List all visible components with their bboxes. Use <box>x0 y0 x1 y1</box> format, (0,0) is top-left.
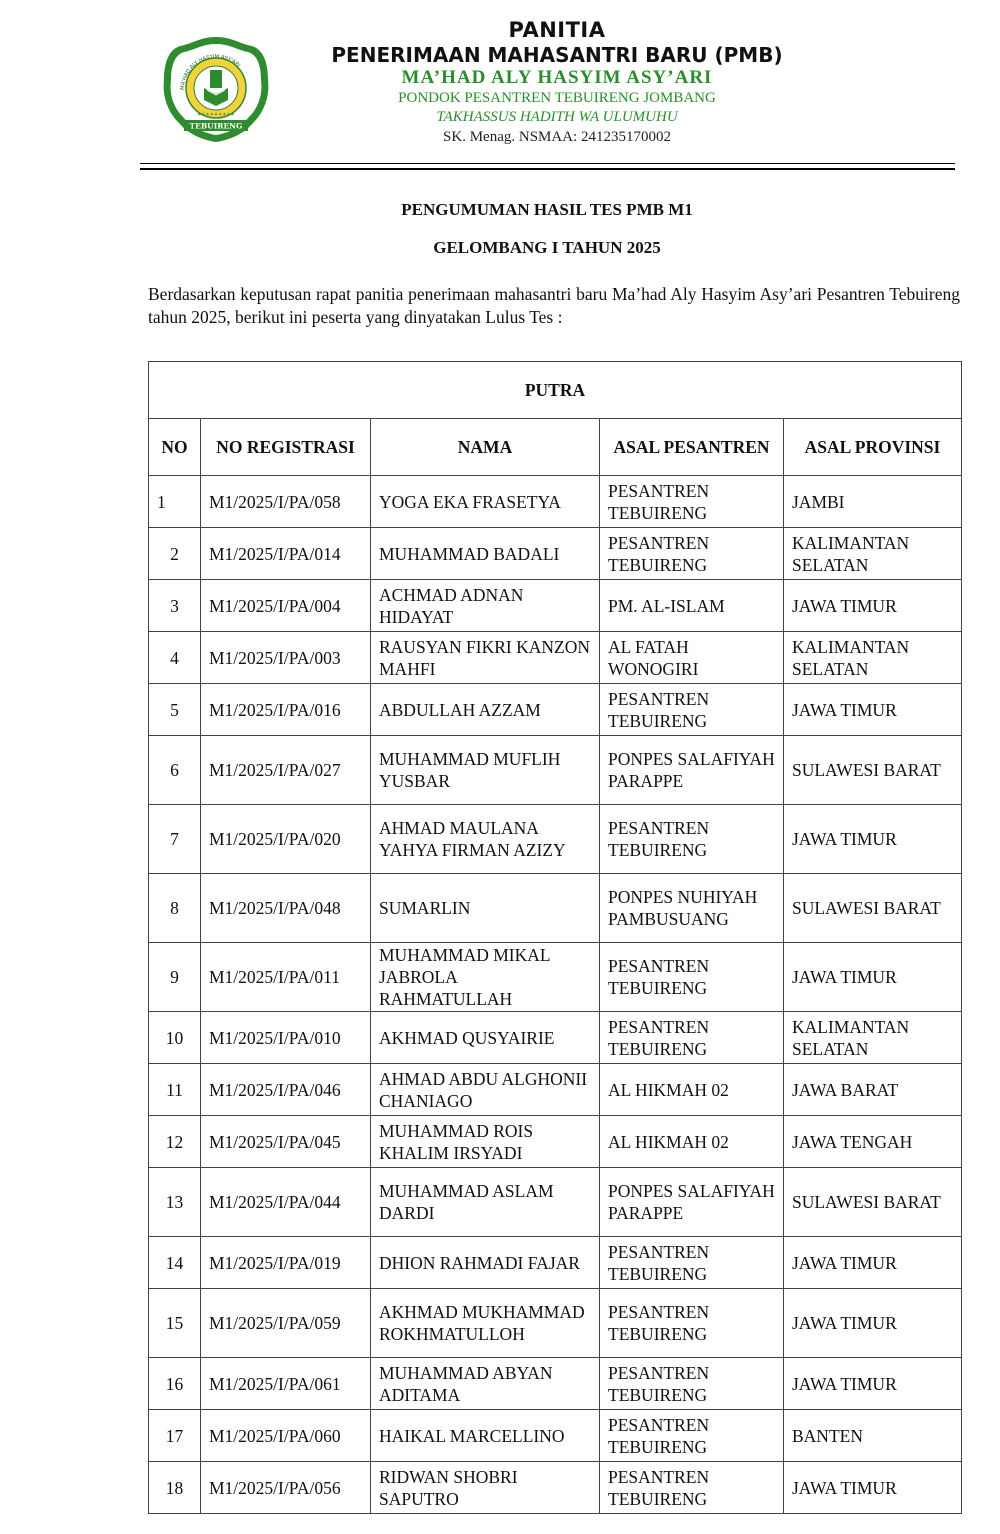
cell-no: 9 <box>149 943 201 1012</box>
cell-name: MUHAMMAD MUFLIH YUSBAR <box>371 736 600 805</box>
cell-no: 16 <box>149 1358 201 1410</box>
cell-name: AHMAD MAULANA YAHYA FIRMAN AZIZY <box>371 805 600 874</box>
cell-no: 8 <box>149 874 201 943</box>
cell-no: 6 <box>149 736 201 805</box>
table-row <box>149 943 962 1012</box>
letterhead-text <box>330 18 784 148</box>
cell-name: ACHMAD ADNAN HIDAYAT <box>371 580 600 632</box>
cell-province: JAWA BARAT <box>784 1064 962 1116</box>
cell-province: BANTEN <box>784 1410 962 1462</box>
table-row <box>149 1358 962 1410</box>
cell-registration: M1/2025/I/PA/011 <box>201 943 371 1012</box>
table-row <box>149 1462 962 1514</box>
table-row <box>149 1064 962 1116</box>
cell-registration: M1/2025/I/PA/003 <box>201 632 371 684</box>
cell-registration: M1/2025/I/PA/016 <box>201 684 371 736</box>
cell-pesantren: PESANTREN TEBUIRENG <box>600 1289 784 1358</box>
cell-province: SULAWESI BARAT <box>784 736 962 805</box>
sk-number: SK. Menag. NSMAA: 241235170002 <box>443 129 671 145</box>
column-header: NAMA <box>371 419 600 476</box>
committee-title: PENERIMAAN MAHASANTRI BARU (PMB) <box>331 43 783 67</box>
table-row <box>149 1289 962 1358</box>
intro-paragraph: Berdasarkan keputusan rapat panitia penerimaan mahasantri baru Ma’had Aly Hasyim Asy’ari Pesantren Tebuireng tahun 2025, berikut ini peserta yang dinyatakan Lulus Tes : <box>148 284 960 327</box>
svg-text:✶✶✶✶✶✶✶✶✶: ✶✶✶✶✶✶✶✶✶ <box>197 112 235 118</box>
cell-pesantren: PESANTREN TEBUIRENG <box>600 528 784 580</box>
column-header: NO <box>149 419 201 476</box>
cell-no: 5 <box>149 684 201 736</box>
cell-pesantren: PONPES SALAFIYAH PARAPPE <box>600 736 784 805</box>
cell-no: 11 <box>149 1064 201 1116</box>
divider-thick <box>140 168 955 170</box>
institution-logo <box>160 34 272 144</box>
cell-province: JAWA TIMUR <box>784 1237 962 1289</box>
cell-no: 12 <box>149 1116 201 1168</box>
table-row <box>149 1237 962 1289</box>
cell-registration: M1/2025/I/PA/060 <box>201 1410 371 1462</box>
cell-no: 2 <box>149 528 201 580</box>
cell-name: ABDULLAH AZZAM <box>371 684 600 736</box>
institution-name: MA’HAD ALY HASYIM ASY’ARI <box>401 67 713 88</box>
table-row <box>149 1116 962 1168</box>
announcement-subtitle: GELOMBANG I TAHUN 2025 <box>433 238 661 257</box>
cell-registration: M1/2025/I/PA/061 <box>201 1358 371 1410</box>
cell-province: KALIMANTAN SELATAN <box>784 1012 962 1064</box>
cell-registration: M1/2025/I/PA/020 <box>201 805 371 874</box>
column-header: ASAL PROVINSI <box>784 419 962 476</box>
specialization: TAKHASSUS HADITH WA ULUMUHU <box>436 109 678 125</box>
cell-pesantren: PESANTREN TEBUIRENG <box>600 1410 784 1462</box>
section-header: PUTRA <box>149 362 962 419</box>
cell-no: 1 <box>149 476 201 528</box>
cell-province: JAMBI <box>784 476 962 528</box>
svg-text:MA'HAD ALY HASYIM ASY'ARI: MA'HAD ALY HASYIM ASY'ARI <box>179 53 242 91</box>
cell-name: DHION RAHMADI FAJAR <box>371 1237 600 1289</box>
cell-registration: M1/2025/I/PA/004 <box>201 580 371 632</box>
cell-no: 10 <box>149 1012 201 1064</box>
cell-pesantren: PESANTREN TEBUIRENG <box>600 476 784 528</box>
column-header: NO REGISTRASI <box>201 419 371 476</box>
cell-pesantren: PESANTREN TEBUIRENG <box>600 1462 784 1514</box>
cell-no: 13 <box>149 1168 201 1237</box>
table-row <box>149 1168 962 1237</box>
cell-name: MUHAMMAD BADALI <box>371 528 600 580</box>
table-row <box>149 528 962 580</box>
cell-registration: M1/2025/I/PA/010 <box>201 1012 371 1064</box>
cell-pesantren: PESANTREN TEBUIRENG <box>600 943 784 1012</box>
cell-province: KALIMANTAN SELATAN <box>784 528 962 580</box>
table-row <box>149 476 962 528</box>
cell-pesantren: PESANTREN TEBUIRENG <box>600 1012 784 1064</box>
cell-registration: M1/2025/I/PA/027 <box>201 736 371 805</box>
cell-name: MUHAMMAD MIKAL JABROLA RAHMATULLAH <box>371 943 600 1012</box>
cell-name: AKHMAD QUSYAIRIE <box>371 1012 600 1064</box>
cell-name: MUHAMMAD ABYAN ADITAMA <box>371 1358 600 1410</box>
cell-registration: M1/2025/I/PA/019 <box>201 1237 371 1289</box>
cell-province: JAWA TIMUR <box>784 580 962 632</box>
cell-province: JAWA TIMUR <box>784 684 962 736</box>
results-table <box>148 361 962 1514</box>
cell-pesantren: AL HIKMAH 02 <box>600 1064 784 1116</box>
cell-no: 7 <box>149 805 201 874</box>
cell-province: JAWA TIMUR <box>784 805 962 874</box>
cell-province: SULAWESI BARAT <box>784 1168 962 1237</box>
cell-name: AKHMAD MUKHAMMAD ROKHMATULLOH <box>371 1289 600 1358</box>
cell-province: KALIMANTAN SELATAN <box>784 632 962 684</box>
cell-no: 4 <box>149 632 201 684</box>
cell-no: 15 <box>149 1289 201 1358</box>
table-row <box>149 1012 962 1064</box>
cell-province: JAWA TIMUR <box>784 1289 962 1358</box>
cell-name: RAUSYAN FIKRI KANZON MAHFI <box>371 632 600 684</box>
cell-no: 14 <box>149 1237 201 1289</box>
pondok-name: PONDOK PESANTREN TEBUIRENG JOMBANG <box>398 90 716 106</box>
table-row <box>149 684 962 736</box>
table-row <box>149 1410 962 1462</box>
cell-no: 17 <box>149 1410 201 1462</box>
cell-name: SUMARLIN <box>371 874 600 943</box>
table-row <box>149 736 962 805</box>
org-title: PANITIA <box>508 18 606 42</box>
cell-no: 18 <box>149 1462 201 1514</box>
cell-registration: M1/2025/I/PA/058 <box>201 476 371 528</box>
table-row <box>149 580 962 632</box>
cell-pesantren: PESANTREN TEBUIRENG <box>600 805 784 874</box>
table-row <box>149 874 962 943</box>
cell-name: HAIKAL MARCELLINO <box>371 1410 600 1462</box>
table-row <box>149 805 962 874</box>
cell-province: JAWA TIMUR <box>784 943 962 1012</box>
divider-thin <box>140 163 955 164</box>
cell-registration: M1/2025/I/PA/056 <box>201 1462 371 1514</box>
cell-name: MUHAMMAD ROIS KHALIM IRSYADI <box>371 1116 600 1168</box>
column-header: ASAL PESANTREN <box>600 419 784 476</box>
cell-registration: M1/2025/I/PA/048 <box>201 874 371 943</box>
cell-registration: M1/2025/I/PA/046 <box>201 1064 371 1116</box>
cell-pesantren: PONPES NUHIYAH PAMBUSUANG <box>600 874 784 943</box>
cell-province: JAWA TENGAH <box>784 1116 962 1168</box>
cell-province: JAWA TIMUR <box>784 1358 962 1410</box>
cell-province: JAWA TIMUR <box>784 1462 962 1514</box>
cell-province: SULAWESI BARAT <box>784 874 962 943</box>
cell-pesantren: AL FATAH WONOGIRI <box>600 632 784 684</box>
cell-registration: M1/2025/I/PA/014 <box>201 528 371 580</box>
cell-registration: M1/2025/I/PA/059 <box>201 1289 371 1358</box>
cell-registration: M1/2025/I/PA/044 <box>201 1168 371 1237</box>
cell-name: YOGA EKA FRASETYA <box>371 476 600 528</box>
announcement-title: PENGUMUMAN HASIL TES PMB M1 <box>401 200 693 219</box>
table-body <box>149 476 962 1514</box>
table-row <box>149 632 962 684</box>
svg-text:TEBUIRENG: TEBUIRENG <box>189 121 243 131</box>
cell-pesantren: PONPES SALAFIYAH PARAPPE <box>600 1168 784 1237</box>
cell-pesantren: AL HIKMAH 02 <box>600 1116 784 1168</box>
cell-name: RIDWAN SHOBRI SAPUTRO <box>371 1462 600 1514</box>
cell-pesantren: PESANTREN TEBUIRENG <box>600 1237 784 1289</box>
letterhead <box>0 0 1000 175</box>
cell-pesantren: PESANTREN TEBUIRENG <box>600 1358 784 1410</box>
cell-name: MUHAMMAD ASLAM DARDI <box>371 1168 600 1237</box>
cell-pesantren: PM. AL-ISLAM <box>600 580 784 632</box>
cell-name: AHMAD ABDU ALGHONII CHANIAGO <box>371 1064 600 1116</box>
cell-registration: M1/2025/I/PA/045 <box>201 1116 371 1168</box>
cell-pesantren: PESANTREN TEBUIRENG <box>600 684 784 736</box>
cell-no: 3 <box>149 580 201 632</box>
